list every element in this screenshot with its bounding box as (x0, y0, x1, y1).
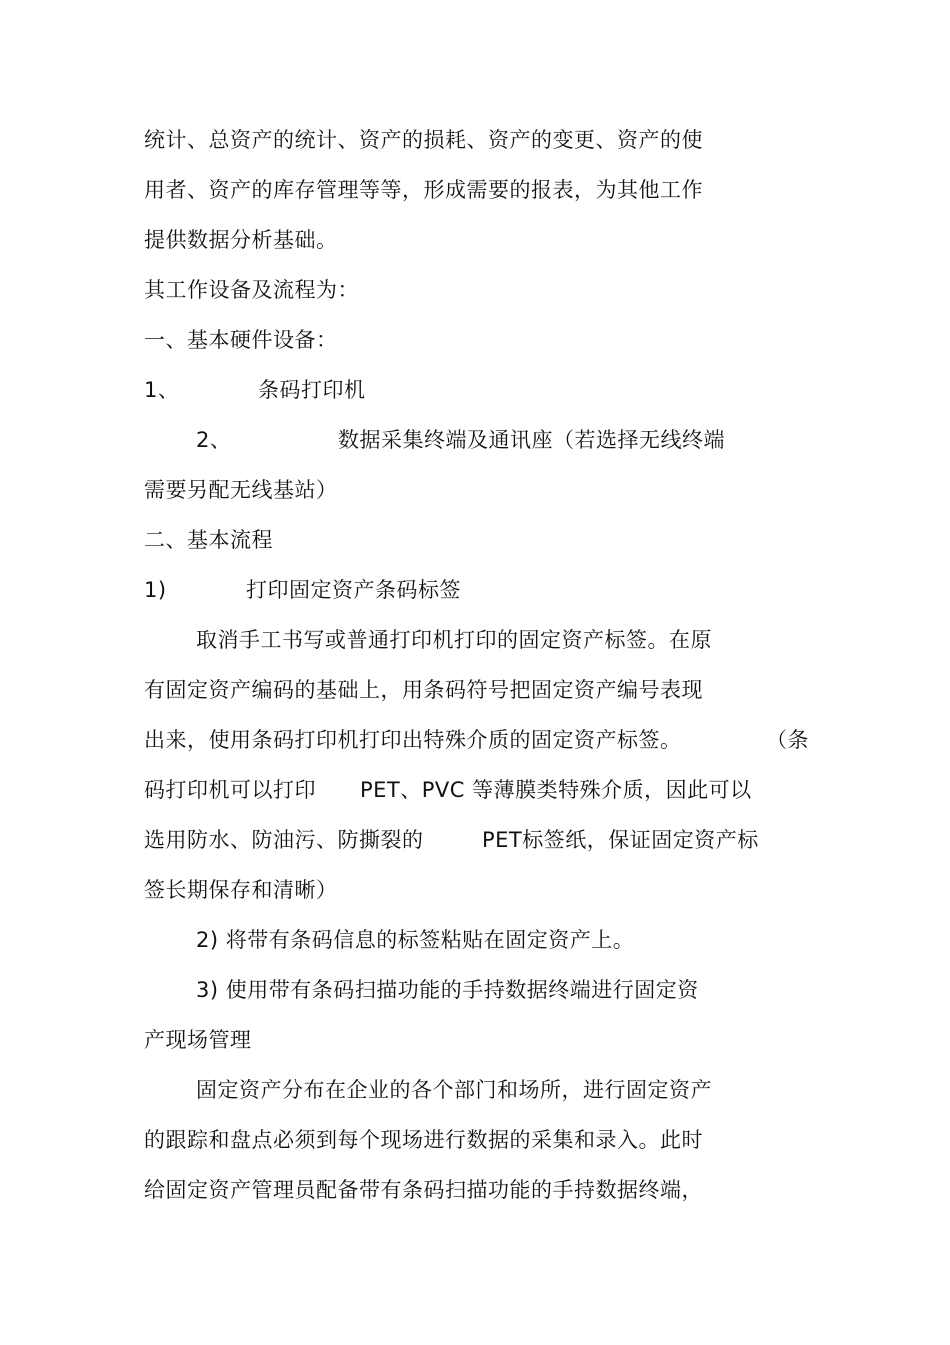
paragraph-fragment: （条 (766, 728, 809, 752)
paragraph-line: 提供数据分析基础。 (144, 228, 338, 252)
list-marker: 1) (144, 578, 167, 602)
paragraph-line: 码打印机可以打印 (144, 778, 316, 802)
section-heading: 二、基本流程 (144, 528, 273, 552)
paragraph-line: 其工作设备及流程为： (144, 278, 359, 302)
paragraph-line: 2) 将带有条码信息的标签粘贴在固定资产上。 (196, 928, 635, 952)
paragraph-line: 统计、总资产的统计、资产的损耗、资产的变更、资产的使 (144, 128, 703, 152)
paragraph-line: 固定资产分布在企业的各个部门和场所，进行固定资产 (196, 1078, 712, 1102)
list-item: 数据采集终端及通讯座（若选择无线终端 (338, 428, 725, 452)
paragraph-line: 的跟踪和盘点必须到每个现场进行数据的采集和录入。此时 (144, 1128, 703, 1152)
paragraph-line: 产现场管理 (144, 1028, 252, 1052)
list-marker: 2、 (196, 428, 232, 452)
paragraph-line: 需要另配无线基站） (144, 478, 338, 502)
paragraph-line: 出来，使用条码打印机打印出特殊介质的固定资产标签。 (144, 728, 682, 752)
paragraph-line: 选用防水、防油污、防撕裂的 (144, 828, 424, 852)
paragraph-line: 给固定资产管理员配备带有条码扫描功能的手持数据终端， (144, 1178, 703, 1202)
paragraph-line: 3) 使用带有条码扫描功能的手持数据终端进行固定资 (196, 978, 699, 1002)
paragraph-line: 用者、资产的库存管理等等，形成需要的报表，为其他工作 (144, 178, 703, 202)
list-item: 条码打印机 (258, 378, 366, 402)
paragraph-fragment: PET标签纸，保证固定资产标 (482, 828, 759, 852)
list-item: 打印固定资产条码标签 (246, 578, 461, 602)
section-heading: 一、基本硬件设备： (144, 328, 338, 352)
paragraph-fragment: PET、PVC 等薄膜类特殊介质，因此可以 (360, 778, 752, 802)
paragraph-line: 有固定资产编码的基础上，用条码符号把固定资产编号表现 (144, 678, 703, 702)
paragraph-line: 取消手工书写或普通打印机打印的固定资产标签。在原 (196, 628, 712, 652)
paragraph-line: 签长期保存和清晰） (144, 878, 338, 902)
list-marker: 1、 (144, 378, 180, 402)
